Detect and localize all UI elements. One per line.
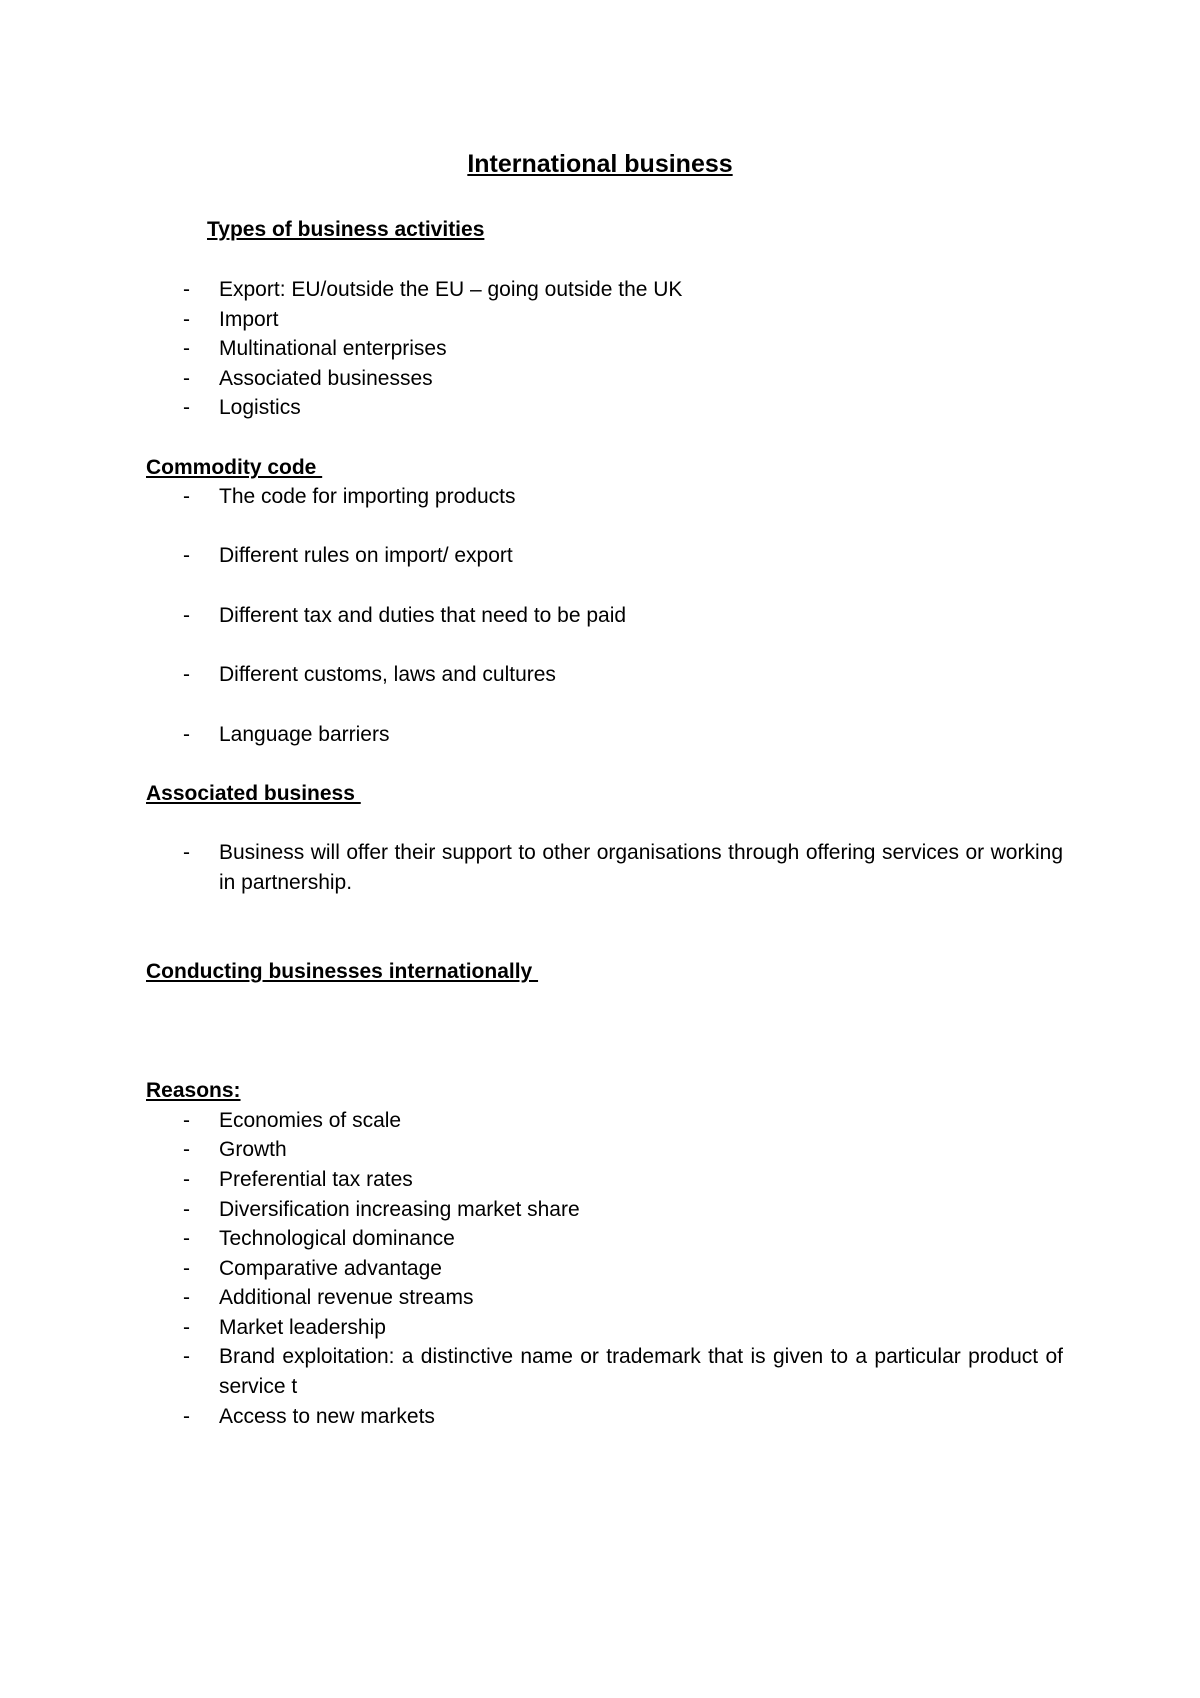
list-item xyxy=(183,1254,1063,1284)
list-item xyxy=(183,1165,1063,1195)
bullet-dash: - xyxy=(183,1316,190,1339)
list-item xyxy=(183,364,1063,394)
list-item-text: Language barriers xyxy=(219,723,390,746)
list-item xyxy=(183,1342,1063,1401)
list-item xyxy=(183,541,1063,571)
heading-types-of-business-activities: Types of business activities xyxy=(207,218,485,241)
list-item-text: Different customs, laws and cultures xyxy=(219,663,556,686)
list-item xyxy=(183,1402,1063,1432)
list-item-text: Brand exploitation: a distinctive name or trademark that is given to a particular product of service t xyxy=(219,1345,1063,1398)
bullet-dash: - xyxy=(183,1345,190,1368)
list-item-text: Associated businesses xyxy=(219,367,433,390)
list-item xyxy=(183,601,1063,631)
list-item xyxy=(183,1106,1063,1136)
bullet-dash: - xyxy=(183,1109,190,1132)
list-item-text: Logistics xyxy=(219,396,301,419)
list-item-text: Additional revenue streams xyxy=(219,1286,474,1309)
bullet-dash: - xyxy=(183,604,190,627)
page-title: International business xyxy=(467,150,733,178)
bullet-dash: - xyxy=(183,1227,190,1250)
list-item-text: Multinational enterprises xyxy=(219,337,447,360)
bullet-dash: - xyxy=(183,663,190,686)
list-item xyxy=(183,1313,1063,1343)
list-item-text: Business will offer their support to other organisations through offering services or working in partnership. xyxy=(219,841,1063,894)
heading-conducting-businesses-internationally: Conducting businesses internationally xyxy=(146,960,539,983)
list-item xyxy=(183,1135,1063,1165)
list-item-text: Import xyxy=(219,308,279,331)
list-item-text: Comparative advantage xyxy=(219,1257,442,1280)
list-item-text: The code for importing products xyxy=(219,485,516,508)
list-item-text: Market leadership xyxy=(219,1316,386,1339)
bullet-dash: - xyxy=(183,485,190,508)
heading-associated-business: Associated business xyxy=(146,782,361,805)
list-item xyxy=(183,660,1063,690)
list-item-text: Growth xyxy=(219,1138,287,1161)
bullet-dash: - xyxy=(183,1286,190,1309)
list-item xyxy=(183,275,1063,305)
bullet-dash: - xyxy=(183,1138,190,1161)
bullet-dash: - xyxy=(183,1168,190,1191)
list-item-text: Diversification increasing market share xyxy=(219,1198,580,1221)
bullet-dash: - xyxy=(183,841,190,864)
bullet-dash: - xyxy=(183,308,190,331)
list-item-text: Technological dominance xyxy=(219,1227,455,1250)
bullet-dash: - xyxy=(183,1198,190,1221)
list-item xyxy=(183,1195,1063,1225)
list-item xyxy=(183,393,1063,423)
bullet-dash: - xyxy=(183,396,190,419)
list-item xyxy=(183,482,1063,512)
list-item xyxy=(183,305,1063,335)
list-item-text: Preferential tax rates xyxy=(219,1168,413,1191)
heading-commodity-code: Commodity code xyxy=(146,456,323,479)
bullet-dash: - xyxy=(183,278,190,301)
heading-reasons: Reasons: xyxy=(146,1079,241,1102)
list-item-text: Different rules on import/ export xyxy=(219,544,513,567)
list-item xyxy=(183,1224,1063,1254)
bullet-dash: - xyxy=(183,337,190,360)
list-item xyxy=(183,334,1063,364)
bullet-dash: - xyxy=(183,1257,190,1280)
list-item xyxy=(183,720,1063,750)
list-item-text: Access to new markets xyxy=(219,1405,435,1428)
bullet-dash: - xyxy=(183,1405,190,1428)
list-item-text: Economies of scale xyxy=(219,1109,402,1132)
list-item-text: Export: EU/outside the EU – going outside the UK xyxy=(219,278,683,301)
list-item xyxy=(183,1283,1063,1313)
list-item-text: Different tax and duties that need to be paid xyxy=(219,604,627,627)
bullet-dash: - xyxy=(183,723,190,746)
bullet-dash: - xyxy=(183,544,190,567)
list-item xyxy=(183,838,1063,897)
bullet-dash: - xyxy=(183,367,190,390)
